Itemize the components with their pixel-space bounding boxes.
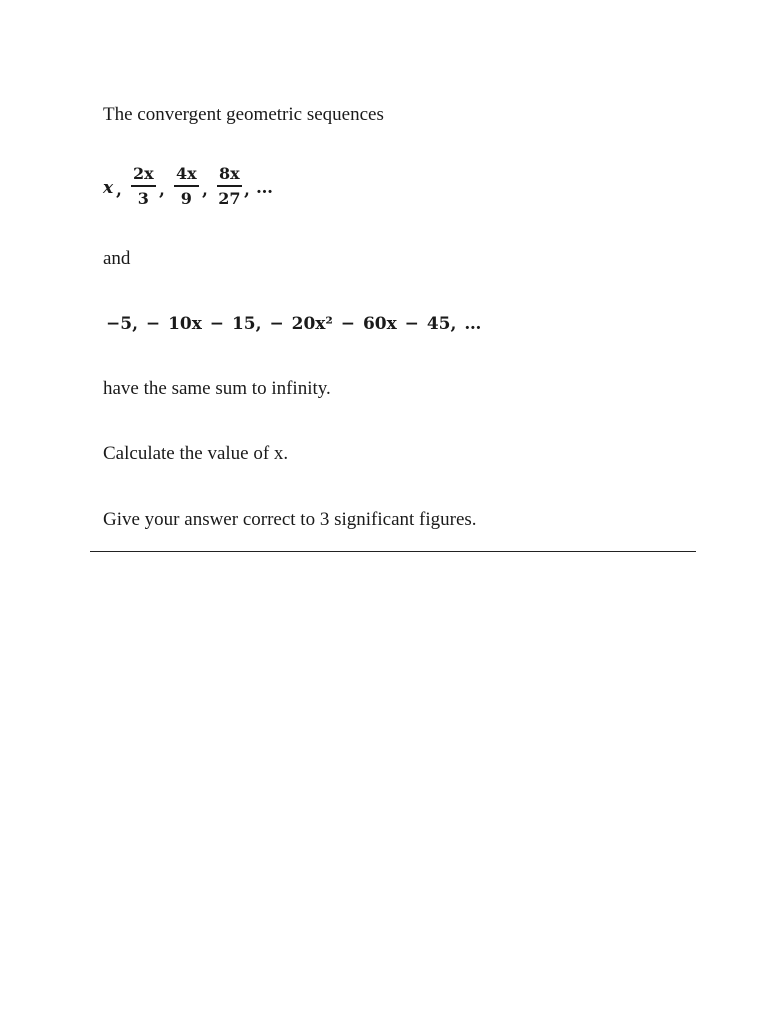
fraction-numerator: 2x	[133, 164, 154, 183]
answer-instruction: Give your answer correct to 3 significant figures.	[103, 509, 477, 530]
comma: ,	[202, 180, 208, 200]
seq2-term-2: − 10x − 15,	[145, 314, 262, 334]
fraction-numerator: 8x	[219, 164, 240, 183]
and-text: and	[103, 248, 131, 269]
seq1-fraction-1	[131, 166, 156, 207]
seq1-ellipsis: …	[256, 178, 273, 198]
same-sum-text: have the same sum to infinity.	[103, 378, 331, 399]
divider-line	[90, 551, 696, 552]
seq1-first-term: x	[103, 178, 114, 198]
fraction-denominator: 27	[218, 188, 241, 208]
seq2-term-3: − 20x² − 60x − 45,	[269, 314, 457, 334]
seq1-fraction-3	[217, 166, 242, 207]
seq1-fraction-2	[174, 166, 199, 207]
comma: ,	[116, 180, 122, 200]
seq2-term-1: −5,	[106, 314, 138, 334]
seq2-ellipsis: …	[464, 314, 482, 334]
comma: ,	[159, 180, 165, 200]
comma: ,	[244, 180, 250, 200]
fraction-denominator: 3	[137, 188, 149, 208]
fraction-denominator: 9	[180, 188, 192, 208]
fraction-numerator: 4x	[176, 164, 197, 183]
calculate-text: Calculate the value of x.	[103, 443, 289, 464]
intro-text: The convergent geometric sequences	[103, 104, 384, 125]
sequence-2	[106, 314, 481, 334]
